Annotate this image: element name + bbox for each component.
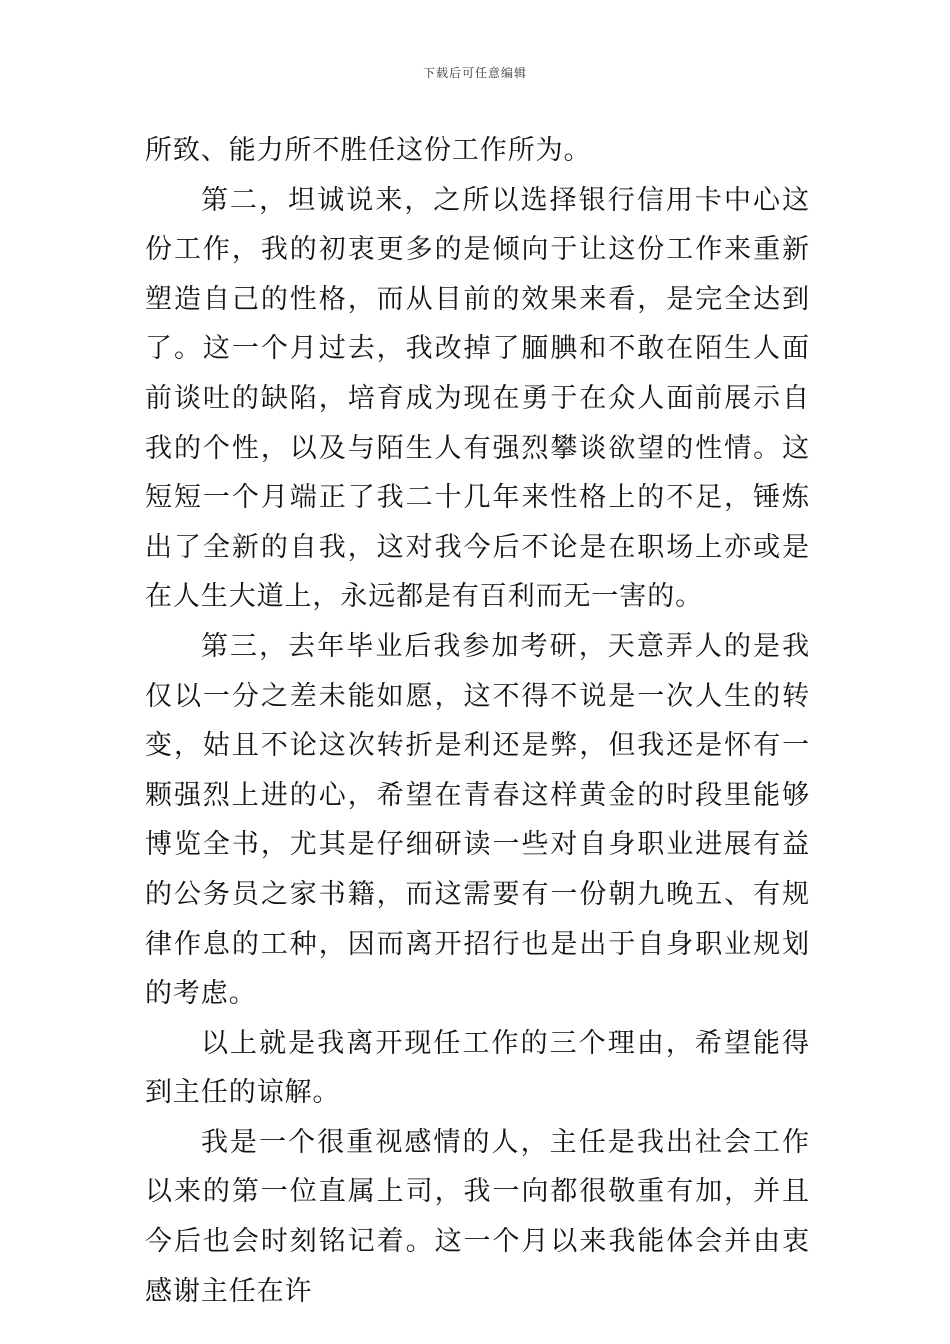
paragraph-gratitude: 我是一个很重视感情的人，主任是我出社会工作以来的第一位直属上司，我一向都很敬重有加，并且今后也会时刻铭记着。这一个月以来我能体会并由衷感谢主任在许: [145, 1126, 810, 1307]
page-header: 下载后可任意编辑: [422, 66, 527, 80]
paragraph-continuation: 所致、能力所不胜任这份工作所为。: [145, 135, 592, 166]
paragraph-summary: 以上就是我离开现任工作的三个理由，希望能得到主任的谅解。: [145, 1027, 810, 1109]
paragraph-second-reason: 第二，坦诚说来，之所以选择银行信用卡中心这份工作，我的初衷更多的是倾向于让这份工作来重新塑造自己的性格，而从目前的效果来看，是完全达到了。这一个月过去，我改掉了腼腆和不敢在陌生人面前谈吐的缺陷，培育成为现在勇于在众人面前展示自我的个性，以及与陌生人有强烈攀谈欲望的性情。这短短一个月端正了我二十几年来性格上的不足，锤炼出了全新的自我，这对我今后不论是在职场上亦或是在人生大道上，永远都是有百利而无一害的。: [145, 184, 810, 613]
document-body: [145, 126, 810, 1316]
paragraph-third-reason: 第三，去年毕业后我参加考研，天意弄人的是我仅以一分之差未能如愿，这不得不说是一次人生的转变，姑且不论这次转折是利还是弊，但我还是怀有一颗强烈上进的心，希望在青春这样黄金的时段里能够博览全书，尤其是仔细研读一些对自身职业进展有益的公务员之家书籍，而这需要有一份朝九晚五、有规律作息的工种，因而离开招行也是出于自身职业规划的考虑。: [145, 630, 810, 1010]
